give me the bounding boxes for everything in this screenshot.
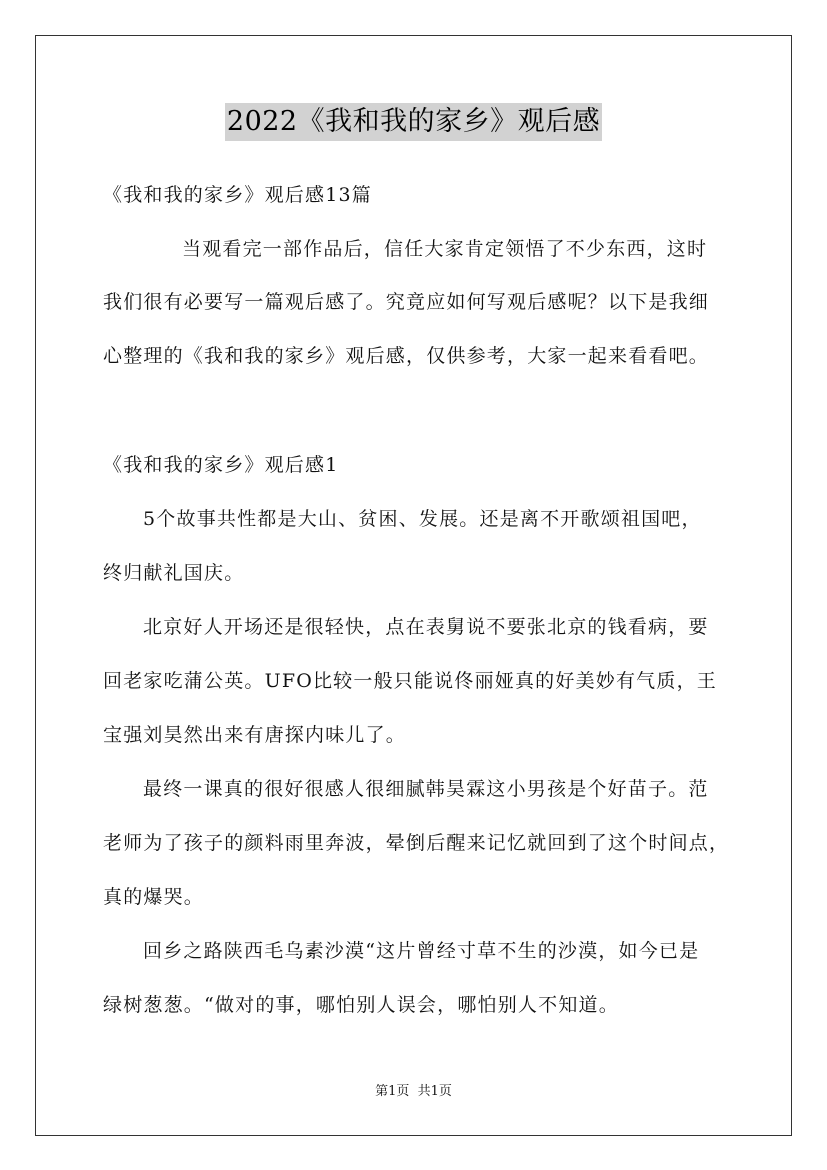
intro-line: 我们很有必要写一篇观后感了。究竟应如何写观后感呢？以下是我细 [103, 291, 710, 313]
paragraph-line: 宝强刘昊然出来有唐探内味儿了。 [103, 724, 407, 746]
paragraph-line: 5个故事共性都是大山、贫困、发展。还是离不开歌颂祖国吧， [143, 508, 702, 530]
intro-line: 心整理的《我和我的家乡》观后感，仅供参考，大家一起来看看吧。 [103, 345, 710, 367]
page-footer [0, 1083, 827, 1101]
paragraph-line: 北京好人开场还是很轻快，点在表舅说不要张北京的钱看病，要 [143, 616, 709, 638]
paragraph-line: 回老家吃蒲公英。UFO比较一般只能说佟丽娅真的好美妙有气质，王 [103, 670, 717, 692]
section-heading: 《我和我的家乡》观后感1 [103, 454, 339, 476]
document-subtitle: 《我和我的家乡》观后感13篇 [103, 184, 372, 206]
intro-line: 当观看完一部作品后，信任大家肯定领悟了不少东西，这时 [182, 238, 708, 260]
document-title: 2022《我和我的家乡》观后感 [225, 103, 602, 141]
title-wrap [0, 103, 827, 141]
paragraph-line: 回乡之路陕西毛乌素沙漠“这片曾经寸草不生的沙漠，如今已是 [143, 940, 700, 962]
paragraph-line: 绿树葱葱。“做对的事，哪怕别人误会，哪怕别人不知道。 [103, 994, 619, 1016]
paragraph-line: 老师为了孩子的颜料雨里奔波，晕倒后醒来记忆就回到了这个时间点， [103, 832, 730, 854]
page-number-label: 第1页 [375, 1084, 410, 1099]
page-total-label: 共1页 [417, 1084, 452, 1099]
paragraph-line: 真的爆哭。 [103, 886, 205, 908]
paragraph-line: 终归献礼国庆。 [103, 562, 245, 584]
paragraph-line: 最终一课真的很好很感人很细腻韩昊霖这小男孩是个好苗子。范 [143, 778, 709, 800]
